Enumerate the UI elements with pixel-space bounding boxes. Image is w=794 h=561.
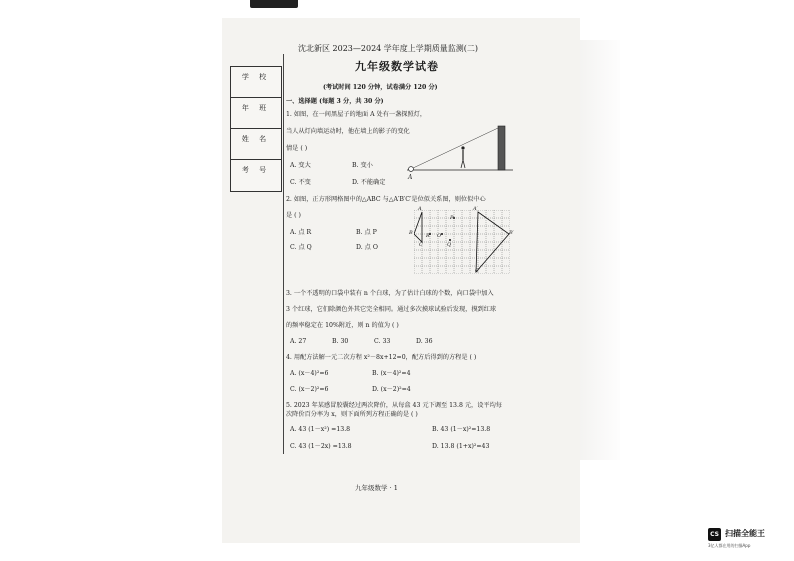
q5-option-c: C. 43 (1－2x) =13.8 [290, 443, 352, 450]
q2-option-c: C. 点 Q [290, 244, 312, 251]
q5-option-a: A. 43 (1－x²) =13.8 [290, 426, 351, 433]
q1-figure-label-a: A [408, 174, 413, 181]
class-field-label: 年 班 [231, 98, 281, 129]
binder-clip-mark [250, 0, 298, 8]
q2-label-r: R [426, 233, 430, 239]
q2-label-c: C [419, 242, 423, 248]
student-info-box [230, 66, 282, 192]
q5-stem-line2: 次降价百分率为 x，则下面所列方程正确的是 ( ) [286, 411, 418, 418]
q2-label-b-prime: B′ [509, 230, 514, 236]
q4-option-d: D. (x－2)²=4 [372, 386, 411, 393]
q1-stem-line1: 1. 如图，在一间黑屋子的地面 A 处有一盏探照灯， [286, 111, 427, 118]
name-field-label: 姓 名 [231, 129, 281, 160]
q2-label-q: Q [447, 242, 452, 248]
q5-option-d: D. 13.8 (1+x)²=43 [432, 443, 490, 450]
scanner-app-name: 扫描全能王 [725, 529, 765, 538]
exam-title: 九年级数学试卷 [355, 60, 439, 73]
q4-option-a: A. (x－4)²=6 [290, 370, 329, 377]
q2-label-c-prime: C′ [475, 268, 480, 274]
q1-option-a: A. 变大 [290, 162, 311, 169]
exam-number-field-label: 考 号 [241, 166, 271, 174]
q3-stem-line1: 3. 一个不透明的口袋中装有 n 个白球，为了估计白球的个数，向口袋中加入 [286, 290, 494, 297]
q3-option-d: D. 36 [416, 338, 433, 345]
q2-option-a: A. 点 R [290, 229, 312, 236]
q3-option-b: B. 30 [332, 338, 349, 345]
q1-stem-line3: 情是 ( ) [286, 145, 308, 152]
q2-label-p: P [450, 215, 454, 221]
q1-stem-line2: 当人从灯向墙运动时，他在墙上的影子的变化 [286, 128, 410, 135]
triangle-abc [414, 212, 422, 242]
school-field-label: 学 校 [231, 67, 281, 98]
q4-option-b: B. (x－4)²=4 [372, 370, 411, 377]
q3-stem-line3: 的频率稳定在 10%附近，则 n 的值为 ( ) [286, 322, 399, 329]
q4-stem: 4. 用配方法解一元二次方程 x²－8x+12=0，配方后得到的方程是 ( ) [286, 354, 477, 361]
q2-label-o: O [437, 233, 442, 239]
page-footer: 九年级数学 · 1 [355, 484, 398, 492]
q2-option-d: D. 点 O [356, 244, 378, 251]
q1-figure [405, 120, 515, 182]
section-title: 一、选择题 (每题 3 分，共 30 分) [286, 98, 384, 105]
q3-stem-line2: 3 个红球，它们除颜色外其它完全相同。通过多次摸球试验后发现，摸到红球 [286, 306, 497, 313]
q5-option-b: B. 43 (1－x)²=13.8 [432, 426, 491, 433]
q2-label-b: B [409, 230, 413, 236]
q2-grid-figure [414, 210, 510, 274]
exam-title-line1: 沈北新区 2023—2024 学年度上学期质量监测(二) [298, 44, 479, 53]
q1-option-d: D. 不能确定 [352, 179, 386, 186]
q5-stem-line1: 5. 2023 年某感冒胶囊经过两次降价，从每盒 43 元下调至 13.8 元，设平均每 [286, 402, 502, 409]
q3-option-c: C. 33 [374, 338, 391, 345]
grid-point [441, 233, 443, 235]
q3-option-a: A. 27 [290, 338, 307, 345]
scanner-tagline: 3亿人都在用的扫描App [708, 543, 751, 548]
binding-seam-line [283, 54, 284, 454]
q2-option-b: B. 点 P [356, 229, 377, 236]
exam-note: (考试时间 120 分钟，试卷满分 120 分) [323, 84, 438, 91]
q2-stem-line2: 是 ( ) [286, 212, 301, 219]
camscanner-logo-icon: CS [708, 528, 721, 541]
q2-label-a: A [418, 206, 422, 212]
bleed-through-area [580, 40, 620, 460]
q4-option-c: C. (x－2)²=6 [290, 386, 329, 393]
q2-label-a-prime: A′ [473, 206, 478, 212]
q1-option-b: B. 变小 [352, 162, 373, 169]
q1-option-c: C. 不变 [290, 179, 311, 186]
q2-stem-line1: 2. 如图，正方形网格图中的△ABC 与△A′B′C′是位似关系图，则位似中心 [286, 196, 486, 203]
